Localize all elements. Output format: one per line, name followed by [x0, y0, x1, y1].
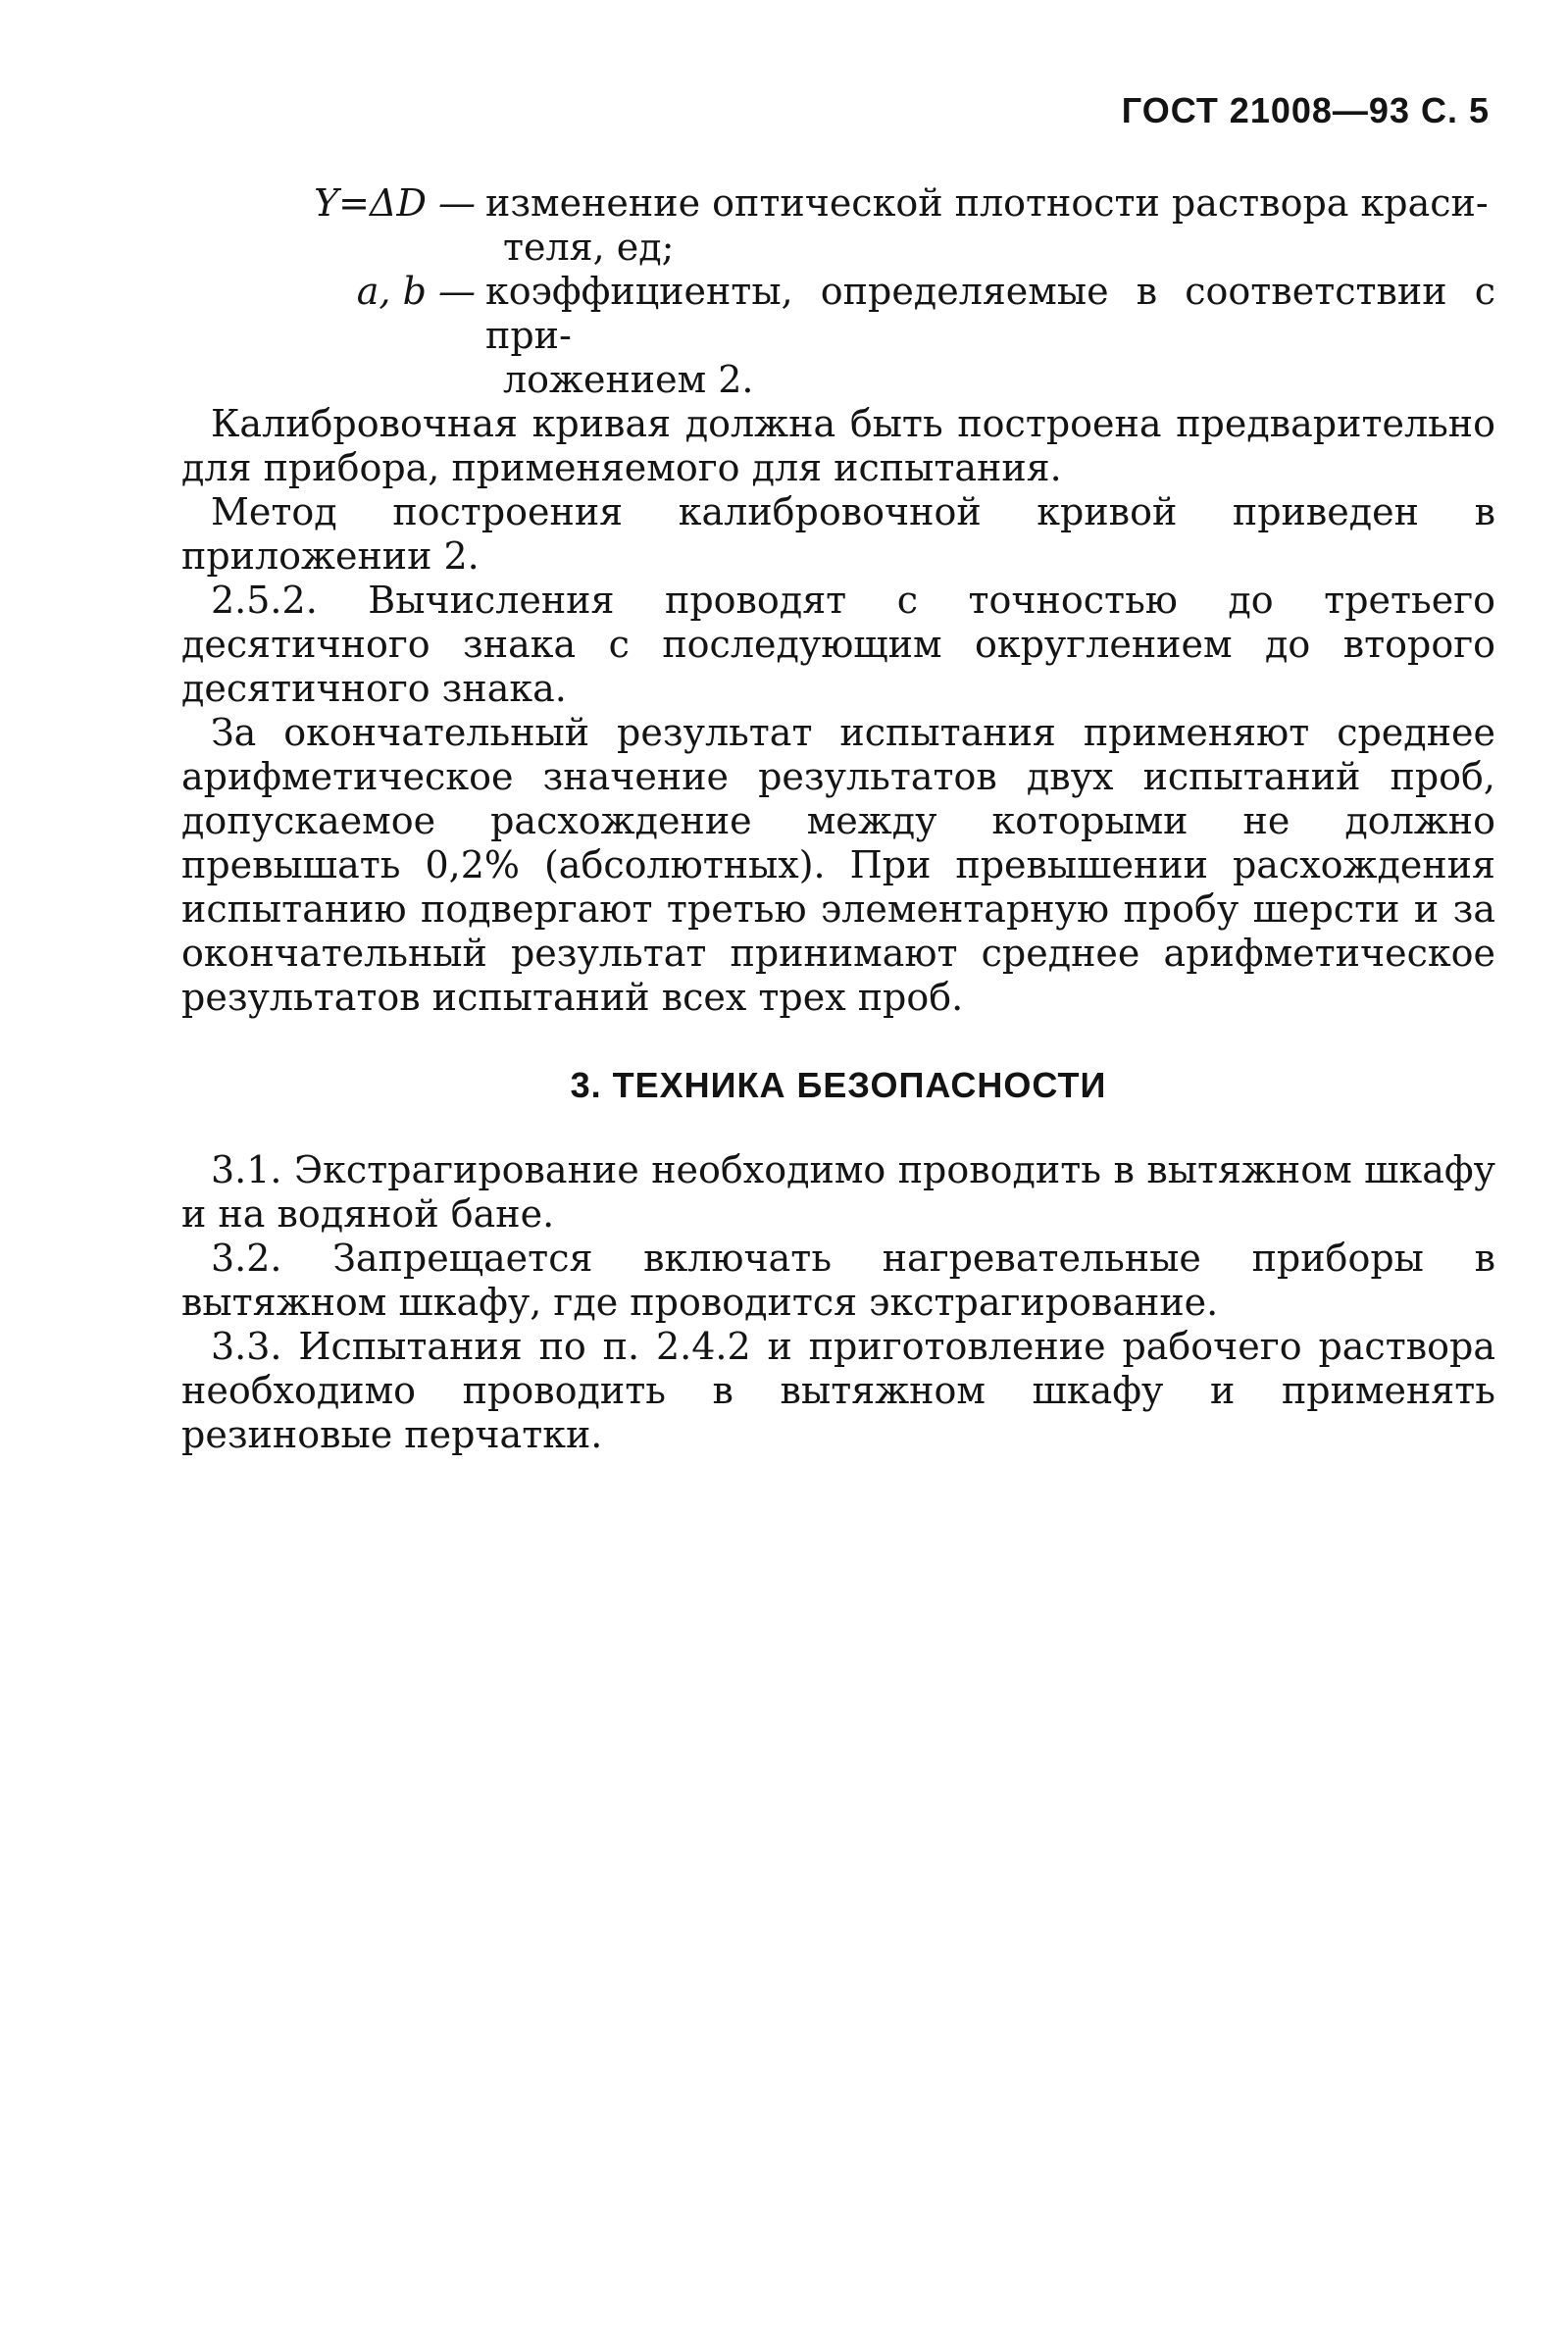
document-body — [181, 181, 1495, 1457]
paragraph-3-3: 3.3. Испытания по п. 2.4.2 и приготовление рабочего раствора необходимо проводить в вытяжном шкафу и применять резиновые перчатки. — [181, 1325, 1495, 1456]
section-title-safety: 3. ТЕХНИКА БЕЗОПАСНОСТИ — [570, 1065, 1107, 1105]
paragraph-final-result: За окончательный результат испытания применяют среднее арифметическое значение результатов двух испытаний проб, допускаемое расхождение между которыми не должно превышать 0,2% (абсолютных). При превышении расхождения испытанию подвергают третью элементарную пробу шерсти и за окончательный результат принимают среднее арифметическое результатов испытаний всех трех проб. — [181, 711, 1495, 1019]
definition-text: изменение оптической плотности раствора краси- теля, ед; — [485, 181, 1489, 269]
definition-symbol: a, b — — [356, 270, 476, 313]
paragraph-2-5-2: 2.5.2. Вычисления проводят с точностью до третьего десятичного знака с последующим округлением до второго десятичного знака. — [181, 579, 1495, 710]
paragraph-3-2: 3.2. Запрещается включать нагревательные приборы в вытяжном шкафу, где проводится экстрагирование. — [181, 1237, 1495, 1324]
paragraph-calibration-method: Метод построения калибровочной кривой приведен в приложении 2. — [181, 490, 1495, 578]
definitions-list — [181, 181, 1495, 402]
definition-text: коэффициенты, определяемые в соответствии с при- ложением 2. — [485, 270, 1495, 401]
definition-symbol: Y=ΔD — — [314, 181, 476, 225]
page-header: ГОСТ 21008—93 С. 5 — [1121, 90, 1490, 130]
paragraph-calibration-curve: Калибровочная кривая должна быть построена предварительно для прибора, применяемого для испытания. — [181, 402, 1495, 489]
paragraph-3-1: 3.1. Экстрагирование необходимо проводить в вытяжном шкафу и на водяной бане. — [181, 1148, 1495, 1236]
